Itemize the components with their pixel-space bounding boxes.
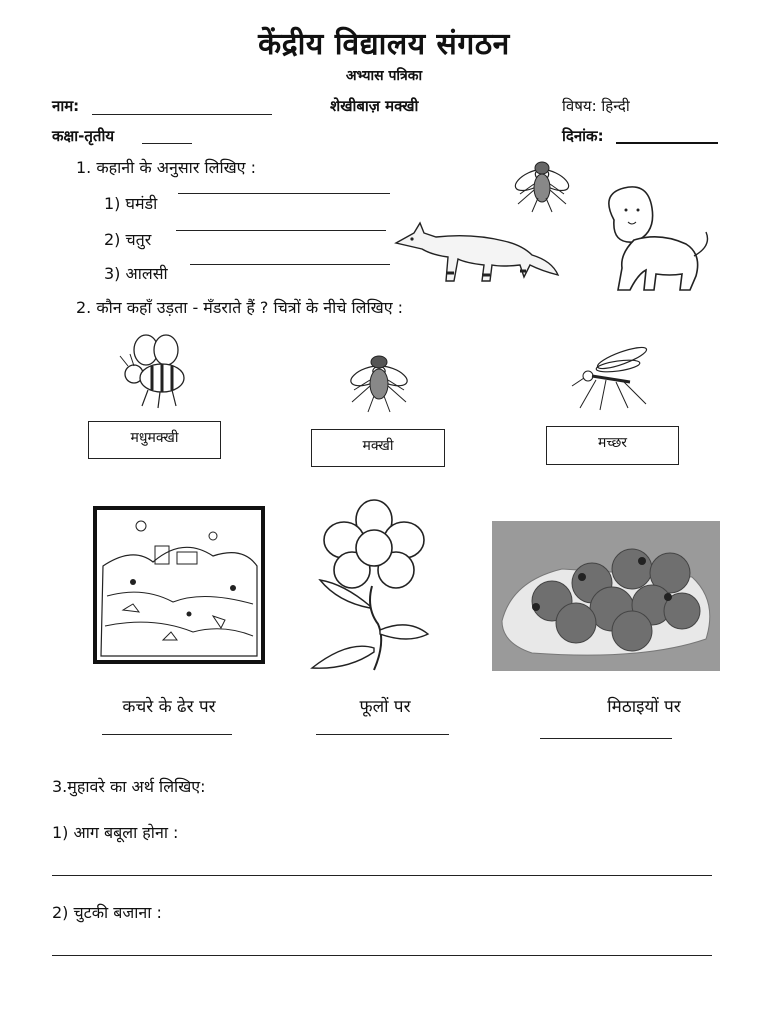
place-answer-sweets[interactable] xyxy=(540,738,672,739)
page-subtitle: अभ्यास पत्रिका xyxy=(345,68,423,84)
q3-item-2: 2) चुटकी बजाना : xyxy=(52,903,162,922)
class-field[interactable] xyxy=(142,143,192,144)
story-title: शेखीबाज़ मक्खी xyxy=(330,97,419,115)
housefly-image xyxy=(346,346,412,416)
q2-prompt: 2. कौन कहाँ उड़ता - मँडराते हैं ? चित्रों के नीचे लिखिए : xyxy=(76,298,404,317)
place-answer-flowers[interactable] xyxy=(316,734,449,735)
q1-answer-1[interactable] xyxy=(178,193,390,194)
fox-image xyxy=(392,215,562,290)
insect-box-fly: मक्खी xyxy=(311,429,445,467)
q1-item-1: 1) घमंडी xyxy=(104,194,158,213)
place-answer-garbage[interactable] xyxy=(102,734,232,735)
flower-image xyxy=(308,498,440,672)
q3-answer-1[interactable] xyxy=(52,875,712,876)
insect-box-mosquito: मच्छर xyxy=(546,426,679,465)
q1-item-3: 3) आलसी xyxy=(104,264,168,283)
class-label: कक्षा-तृतीय xyxy=(52,127,115,145)
q1-prompt: 1. कहानी के अनुसार लिखिए : xyxy=(76,158,257,177)
sweets-image xyxy=(492,521,720,671)
date-label: दिनांक: xyxy=(562,127,604,145)
place-label-flowers: फूलों पर xyxy=(359,697,411,717)
name-field[interactable] xyxy=(92,114,272,115)
place-label-sweets: मिठाइयों पर xyxy=(607,697,681,717)
q1-item-2: 2) चतुर xyxy=(104,230,152,249)
q3-prompt: 3.मुहावरे का अर्थ लिखिए: xyxy=(52,777,206,796)
date-field[interactable] xyxy=(616,142,718,144)
bee-image xyxy=(112,334,196,412)
name-label: नाम: xyxy=(52,97,80,115)
place-label-garbage: कचरे के ढेर पर xyxy=(122,697,216,717)
garbage-heap-image xyxy=(93,506,267,666)
mosquito-image xyxy=(566,338,656,412)
subject-label: विषय: हिन्दी xyxy=(562,97,630,115)
fly-image xyxy=(510,154,574,216)
insect-box-bee: मधुमक्खी xyxy=(88,421,221,459)
q1-answer-2[interactable] xyxy=(176,230,386,231)
q3-answer-2[interactable] xyxy=(52,955,712,956)
lion-image xyxy=(590,184,714,296)
q1-answer-3[interactable] xyxy=(190,264,390,265)
q3-item-1: 1) आग बबूला होना : xyxy=(52,823,179,842)
page-title: केंद्रीय विद्यालय संगठन xyxy=(258,27,510,62)
